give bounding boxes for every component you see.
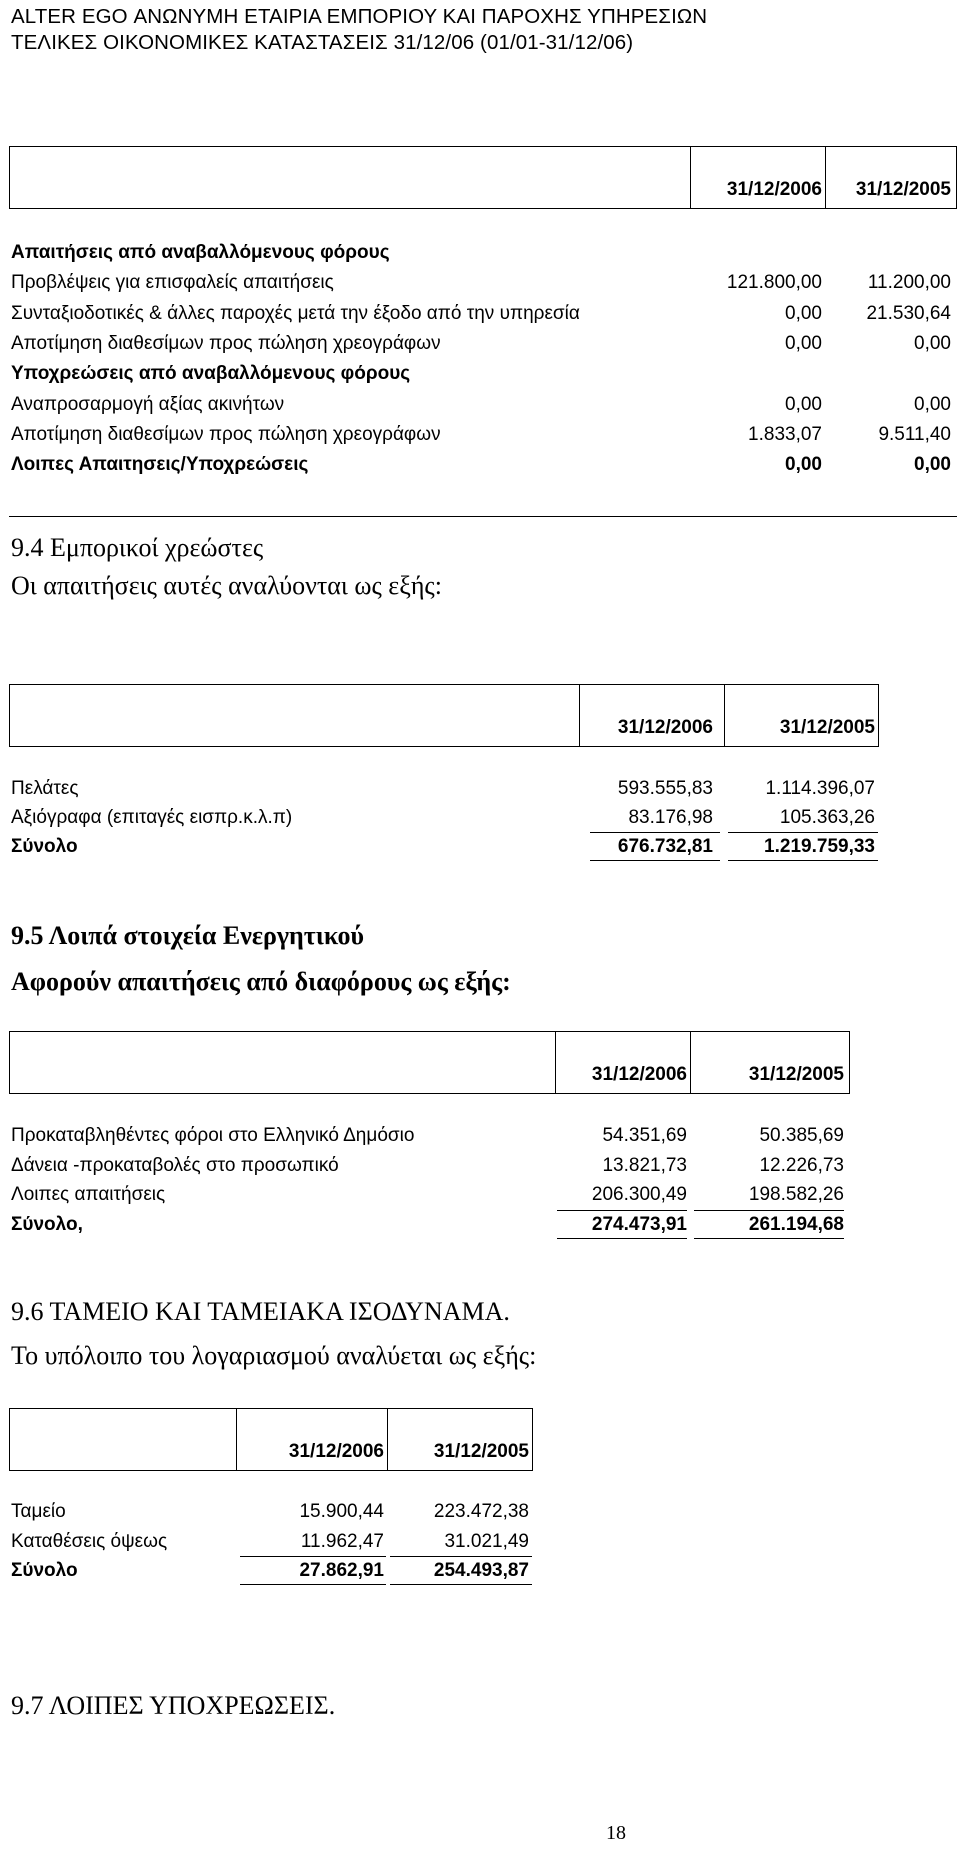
- section-9-6-title: 9.6 ΤΑΜΕΙΟ ΚΑΙ ΤΑΜΕΙΑΚΑ ΙΣΟΔΥΝΑΜΑ.: [11, 1297, 510, 1326]
- s95-col-2005: 31/12/2005: [748, 1064, 844, 1085]
- s95-total-top-rule: [694, 1210, 844, 1211]
- deferred-row-2006-value: 121.800,00: [726, 272, 822, 294]
- s94-col-2006: 31/12/2006: [617, 717, 713, 738]
- s96-row-2005-value: 223.472,38: [433, 1501, 529, 1522]
- s95-row-2005-value: 261.194,68: [748, 1213, 844, 1235]
- s94-row-2005-value: 1.114.396,07: [765, 778, 875, 799]
- s95-row-2006-value: 206.300,49: [591, 1184, 687, 1205]
- s96-row-label: Σύνολο: [11, 1560, 78, 1581]
- deferred-row-2005-value: 21.530,64: [866, 302, 951, 324]
- s95-row-label: Λοιπες απαιτήσεις: [11, 1184, 166, 1205]
- s95-total-top-rule: [557, 1210, 687, 1211]
- section-9-6-intro: Το υπόλοιπο του λογαριασμού αναλύεται ως εξής:: [11, 1341, 537, 1370]
- s94-total-top-rule: [590, 832, 720, 833]
- deferred-row-2005-value: 11.200,00: [867, 272, 951, 294]
- deferred-row-label: Αποτίμηση διαθεσίμων προς πώληση χρεογράφων: [11, 332, 441, 354]
- s96-row-2006-value: 15.900,44: [299, 1501, 384, 1522]
- s95-row-2005-value: 50.385,69: [759, 1125, 844, 1146]
- section-9-5-intro: Αφορούν απαιτήσεις από διαφόρους ως εξής:: [11, 967, 511, 996]
- s96-row-label: Ταμείο: [11, 1501, 66, 1522]
- s94-row-label: Σύνολο: [11, 836, 78, 857]
- s95-row-2006-value: 13.821,73: [602, 1154, 687, 1176]
- s94-row-2005-value: 105.363,26: [779, 807, 875, 828]
- s96-col-divider-2: [387, 1408, 388, 1470]
- deferred-col-divider-1: [690, 146, 691, 208]
- s94-row-2006-value: 676.732,81: [617, 836, 713, 857]
- s94-row-2006-value: 83.176,98: [628, 807, 713, 828]
- s94-total-bottom-rule: [728, 860, 878, 861]
- s95-row-label: Σύνολο,: [11, 1213, 83, 1235]
- deferred-row-label: Αναπροσαρμογή αξίας ακινήτων: [11, 393, 285, 415]
- page-number: 18: [606, 1822, 626, 1844]
- deferred-row-2005-value: 9.511,40: [878, 423, 951, 445]
- s96-row-2006-value: 11.962,47: [300, 1530, 384, 1552]
- s96-total-bottom-rule: [390, 1584, 532, 1585]
- s95-row-label: Προκαταβληθέντες φόροι στο Ελληνικό Δημόσιο: [11, 1125, 415, 1146]
- deferred-row-2005-value: 0,00: [914, 393, 951, 415]
- s95-col-divider-2: [690, 1031, 691, 1093]
- s95-row-2006-value: 54.351,69: [602, 1125, 687, 1146]
- s96-total-bottom-rule: [240, 1584, 386, 1585]
- deferred-col-divider-2: [825, 146, 826, 208]
- s95-row-2006-value: 274.473,91: [591, 1213, 687, 1235]
- s94-row-label: Πελάτες: [11, 778, 79, 799]
- s94-total-top-rule: [728, 832, 878, 833]
- s94-col-2005: 31/12/2005: [779, 717, 875, 738]
- section-9-5-title: 9.5 Λοιπά στοιχεία Ενεργητικού: [11, 921, 365, 950]
- s94-total-bottom-rule: [590, 860, 720, 861]
- deferred-row-2005-value: 0,00: [914, 454, 951, 476]
- deferred-row-2006-value: 1.833,07: [748, 423, 822, 445]
- s95-col-2006: 31/12/2006: [591, 1064, 687, 1085]
- section-9-7-title: 9.7 ΛΟΙΠΕΣ ΥΠΟΧΡΕΩΣΕΙΣ.: [11, 1691, 336, 1720]
- deferred-row-label: Λοιπες Απαιτησεις/Υποχρεώσεις: [11, 454, 309, 476]
- s94-row-2005-value: 1.219.759,33: [764, 836, 875, 857]
- s96-row-2006-value: 27.862,91: [299, 1560, 384, 1581]
- deferred-table-bottom-rule: [9, 516, 957, 517]
- deferred-row-label: Υποχρεώσεις από αναβαλλόμενους φόρους: [11, 363, 411, 385]
- s96-col-2006: 31/12/2006: [288, 1441, 384, 1462]
- s95-row-2005-value: 12.226,73: [759, 1154, 844, 1176]
- deferred-row-label: Αποτίμηση διαθεσίμων προς πώληση χρεογράφων: [11, 423, 441, 445]
- s94-row-2006-value: 593.555,83: [617, 778, 713, 799]
- document-header-statements: ΤΕΛΙΚΕΣ ΟΙΚΟΝΟΜΙΚΕΣ ΚΑΤΑΣΤΑΣΕΙΣ 31/12/06 (01/01-31/12/06): [11, 31, 634, 54]
- s96-total-top-rule: [240, 1556, 386, 1557]
- s94-col-divider-2: [724, 684, 725, 746]
- s94-row-label: Αξιόγραφα (επιταγές εισπρ.κ.λ.π): [11, 807, 293, 828]
- section-9-4-title: 9.4 Εμπορικοί χρεώστες: [11, 533, 264, 562]
- document-header-company: ALTER EGO ΑΝΩΝΥΜΗ ΕΤΑΙΡΙΑ ΕΜΠΟΡΙΟΥ ΚΑΙ ΠΑΡΟΧΗΣ ΥΠΗΡΕΣΙΩΝ: [11, 5, 708, 28]
- s95-total-bottom-rule: [557, 1238, 687, 1239]
- s95-total-bottom-rule: [694, 1238, 844, 1239]
- deferred-col-2006: 31/12/2006: [726, 179, 822, 200]
- s96-total-top-rule: [390, 1556, 532, 1557]
- section-9-4-intro: Οι απαιτήσεις αυτές αναλύονται ως εξής:: [11, 571, 442, 600]
- s96-row-label: Καταθέσεις όψεως: [11, 1530, 168, 1552]
- deferred-row-label: Προβλέψεις για επισφαλείς απαιτήσεις: [11, 272, 334, 294]
- deferred-row-label: Συνταξιοδοτικές & άλλες παροχές μετά την έξοδο από την υπηρεσία: [11, 302, 580, 324]
- deferred-row-2005-value: 0,00: [914, 332, 951, 354]
- s95-row-label: Δάνεια -προκαταβολές στο προσωπικό: [11, 1154, 339, 1176]
- s96-col-2005: 31/12/2005: [433, 1441, 529, 1462]
- deferred-row-2006-value: 0,00: [785, 393, 822, 415]
- deferred-row-2006-value: 0,00: [785, 454, 822, 476]
- deferred-row-label: Απαιτήσεις από αναβαλλόμενους φόρους: [11, 242, 390, 263]
- s96-row-2005-value: 254.493,87: [433, 1560, 529, 1581]
- s95-row-2005-value: 198.582,26: [748, 1184, 844, 1205]
- deferred-row-2006-value: 0,00: [785, 302, 822, 324]
- s96-row-2005-value: 31.021,49: [444, 1530, 529, 1552]
- deferred-col-2005: 31/12/2005: [855, 179, 951, 200]
- deferred-row-2006-value: 0,00: [785, 332, 822, 354]
